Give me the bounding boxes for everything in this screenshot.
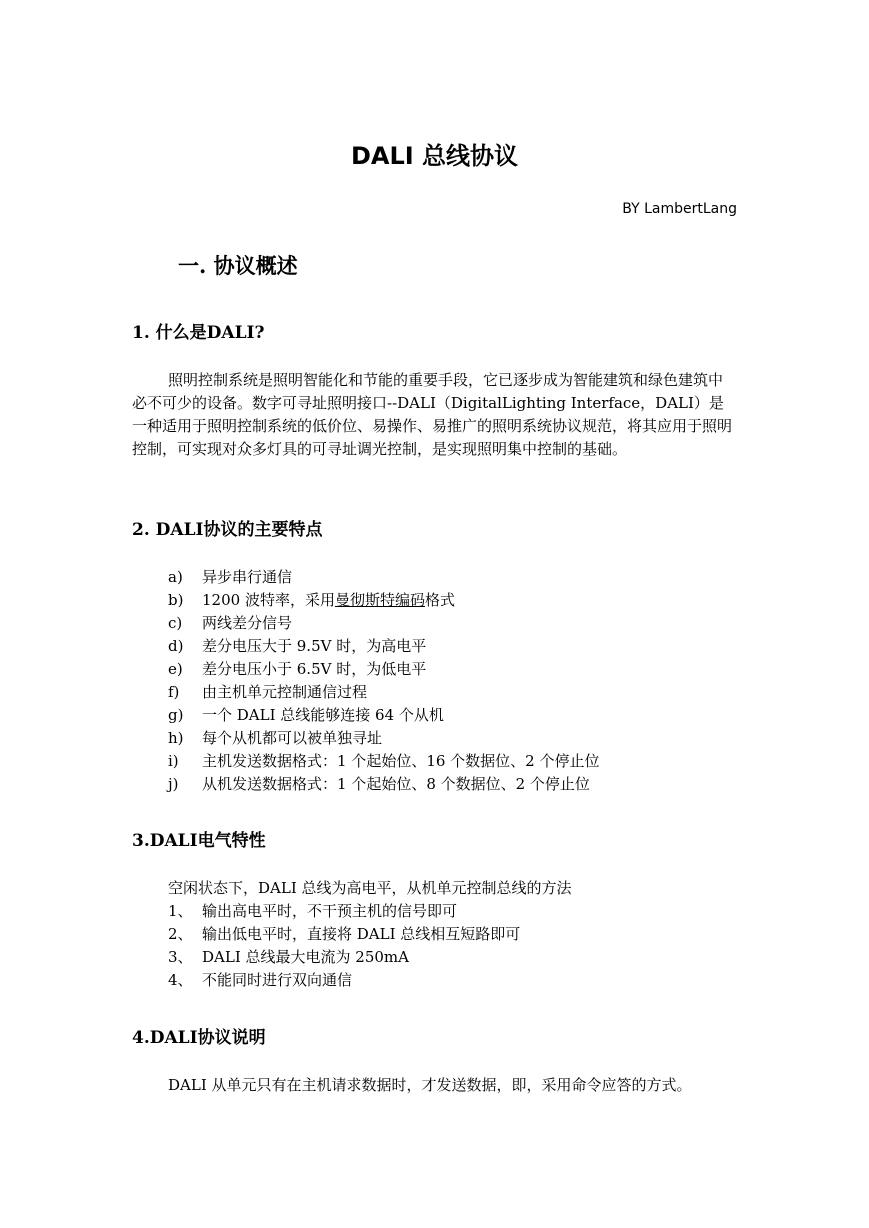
author-byline: BY LambertLang <box>622 201 737 217</box>
list-item: b) 1200 波特率，采用曼彻斯特编码格式 <box>168 591 455 609</box>
heading-what-is-dali: 1. 什么是DALI? <box>132 323 265 343</box>
list-item: 1、 输出高电平时，不干预主机的信号即可 <box>168 902 458 920</box>
list-item: 3、 DALI 总线最大电流为 250mA <box>168 948 409 966</box>
list-item: c) 两线差分信号 <box>168 614 293 632</box>
heading-electrical: 3.DALI电气特性 <box>132 831 266 851</box>
underlined-term: 曼彻斯特编码 <box>334 591 425 609</box>
list-item: e) 差分电压小于 6.5V 时，为低电平 <box>168 660 427 678</box>
section-heading-overview: 一. 协议概述 <box>178 253 298 278</box>
electrical-list <box>168 900 520 992</box>
list-item: j) 从机发送数据格式：1 个起始位、8 个数据位、2 个停止位 <box>168 775 590 793</box>
list-item: d) 差分电压大于 9.5V 时，为高电平 <box>168 637 427 655</box>
list-item: g) 一个 DALI 总线能够连接 64 个从机 <box>168 706 444 724</box>
features-list <box>168 566 599 796</box>
paragraph-what-is-dali: 照明控制系统是照明智能化和节能的重要手段，它已逐步成为智能建筑和绿色建筑中必不可少的设备。数字可寻址照明接口--DALI（DigitalLighting Interface，DALI）是一种适用于照明控制系统的低价位、易操作、易推广的照明系统协议规范，将其应用于照明控制，可实现对众多灯具的可寻址调光控制，是实现照明集中控制的基础。 <box>132 371 733 458</box>
electrical-intro: 空闲状态下，DALI 总线为高电平，从机单元控制总线的方法 <box>168 879 572 897</box>
paragraph-protocol-description: DALI 从单元只有在主机请求数据时，才发送数据，即，采用命令应答的方式。 <box>168 1076 692 1094</box>
list-item: a) 异步串行通信 <box>168 568 293 586</box>
list-item: h) 每个从机都可以被单独寻址 <box>168 729 383 747</box>
document-title: DALI 总线协议 <box>350 142 519 170</box>
list-item: i) 主机发送数据格式：1 个起始位、16 个数据位、2 个停止位 <box>168 752 600 770</box>
heading-features: 2. DALI协议的主要特点 <box>132 520 323 540</box>
list-item: 4、 不能同时进行双向通信 <box>168 971 353 989</box>
heading-protocol-description: 4.DALI协议说明 <box>132 1028 266 1048</box>
list-item: f) 由主机单元控制通信过程 <box>168 683 368 701</box>
list-item: 2、 输出低电平时，直接将 DALI 总线相互短路即可 <box>168 925 521 943</box>
